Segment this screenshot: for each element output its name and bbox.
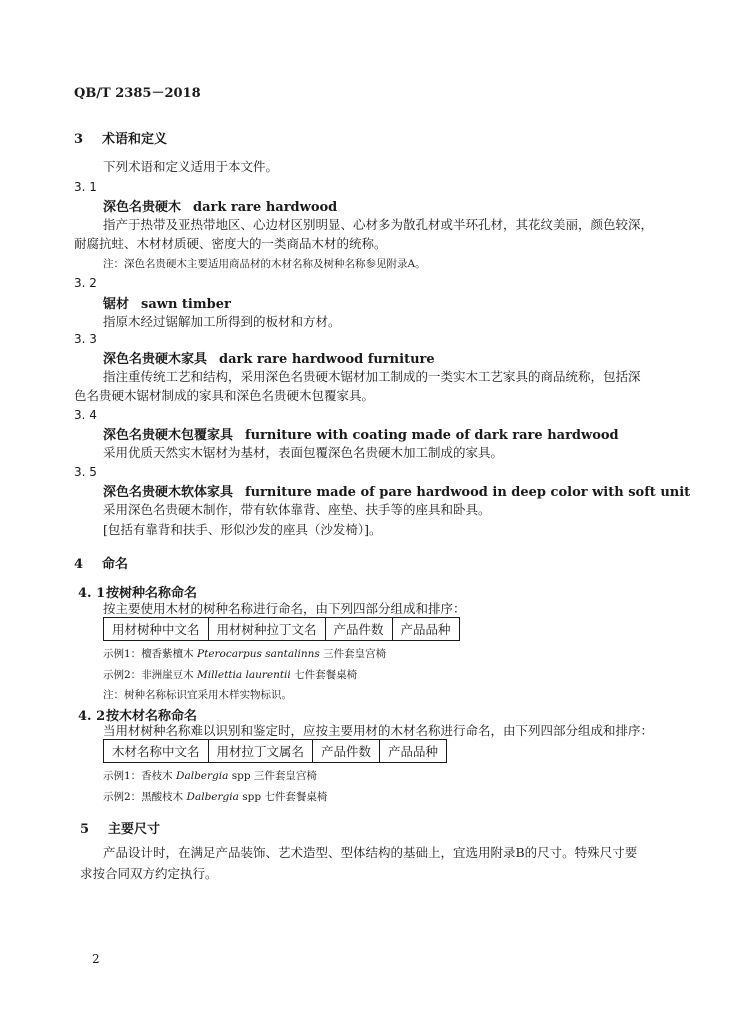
clause-title: 按木材名称命名: [106, 709, 198, 724]
term-heading: [103, 481, 690, 500]
naming-parts-table: [103, 739, 447, 763]
section-number: 4: [74, 557, 84, 572]
example-tail: 三件套皇宫椅: [253, 770, 317, 782]
section-number: 3: [74, 132, 84, 147]
term-heading: [103, 293, 231, 312]
clause-intro: 当用材树种名称难以识别和鉴定时，应按主要用材的木材名称进行命名，由下列四部分组成和排序：: [103, 723, 654, 738]
term-heading: [103, 196, 337, 215]
example-label: 示例2：: [103, 791, 142, 803]
section-title: 命名: [102, 557, 129, 572]
section-title: 主要尺寸: [108, 822, 161, 837]
section-5-heading: [80, 818, 160, 837]
standard-number: QB/T 2385－2018: [74, 86, 201, 101]
example-line: [103, 646, 386, 661]
term-en: furniture made of pare hardwood in deep color with soft unit: [245, 485, 691, 500]
definition-line: 采用优质天然实木锯材为基材，表面包覆深色名贵硬木加工制成的家具。: [103, 445, 504, 460]
example-label: 示例1：: [103, 648, 142, 660]
clause-number: 3. 2: [74, 276, 97, 290]
example-latin: Pterocarpus santalinns: [197, 648, 320, 660]
clause-number: 3. 3: [74, 332, 97, 346]
table-row: [104, 740, 447, 763]
example-cn: 香枝木: [141, 770, 173, 782]
example-cn: 檀香紫檀木: [141, 648, 194, 660]
example-label: 示例1：: [103, 770, 142, 782]
term-en: dark rare hardwood: [193, 200, 338, 215]
definition-line: [包括有靠背和扶手、形似沙发的座具（沙发椅）]。: [103, 522, 382, 537]
example-latin: Dalbergia: [176, 770, 229, 782]
example-cn: 黑酸枝木: [141, 791, 184, 803]
table-cell: 用材拉丁文属名: [208, 740, 313, 763]
term-cn: 深色名贵硬木包覆家具: [103, 428, 234, 443]
table-cell: 产品件数: [313, 740, 380, 763]
example-line: [103, 667, 357, 682]
example-latin: Millettia laurentii: [197, 669, 291, 681]
table-row: [104, 618, 460, 641]
table-cell: 用材树种中文名: [104, 618, 209, 641]
clause-number: 3. 4: [74, 408, 97, 422]
term-cn: 深色名贵硬木: [103, 200, 182, 215]
section-4-heading: [74, 553, 128, 572]
note: 注：深色名贵硬木主要适用商品材的木材名称及树种名称参见附录A。: [103, 258, 426, 270]
clause-number: 3. 5: [74, 465, 97, 479]
definition-line: 指原木经过锯解加工所得到的板材和方材。: [103, 314, 341, 329]
table-cell: 产品品种: [380, 740, 447, 763]
table-cell: 产品品种: [392, 618, 459, 641]
paragraph-line: 产品设计时，在满足产品装饰、艺术造型、型体结构的基础上，宜选用附录B的尺寸。特殊尺寸要: [103, 845, 638, 860]
example-spp: spp: [242, 791, 262, 803]
term-heading: [103, 348, 435, 367]
note: 注：树种名称标识宜采用木样实物标识。: [103, 689, 292, 701]
example-line: [103, 789, 327, 804]
section-title: 术语和定义: [102, 132, 168, 147]
example-label: 示例2：: [103, 669, 142, 681]
example-tail: 七件套餐桌椅: [264, 791, 328, 803]
term-en: sawn timber: [141, 297, 231, 312]
definition-line: 色名贵硬木锯材制成的家具和深色名贵硬木包覆家具。: [74, 388, 375, 403]
clause-intro: 按主要使用木材的树种名称进行命名，由下列四部分组成和排序：: [103, 601, 466, 616]
page-number: 2: [92, 952, 100, 966]
example-tail: 三件套皇宫椅: [323, 648, 387, 660]
definition-line: 指产于热带及亚热带地区、心边材区别明显、心材多为散孔材或半环孔材，其花纹美丽，颜色较深，: [103, 217, 654, 232]
section-3-heading: [74, 128, 167, 147]
clause-number: 4. 2: [78, 709, 106, 724]
clause-title: 按树种名称命名: [106, 586, 198, 601]
term-cn: 锯材: [103, 297, 130, 312]
example-spp: spp: [231, 770, 251, 782]
definition-line: 指注重传统工艺和结构，采用深色名贵硬木锯材加工制成的一类实木工艺家具的商品统称，包括深: [103, 369, 641, 384]
example-line: [103, 768, 317, 783]
section-number: 5: [80, 822, 90, 837]
table-cell: 产品件数: [325, 618, 392, 641]
table-cell: 木材名称中文名: [104, 740, 209, 763]
term-en: dark rare hardwood furniture: [219, 352, 435, 367]
term-cn: 深色名贵硬木家具: [103, 352, 208, 367]
term-heading: [103, 424, 619, 443]
term-en: furniture with coating made of dark rare hardwood: [245, 428, 619, 443]
definition-line: 采用深色名贵硬木制作，带有软体靠背、座垫、扶手等的座具和卧具。: [103, 502, 491, 517]
naming-parts-table: [103, 617, 460, 641]
example-cn: 非洲崖豆木: [141, 669, 194, 681]
section-3-intro: 下列术语和定义适用于本文件。: [103, 159, 279, 174]
term-cn: 深色名贵硬木软体家具: [103, 485, 234, 500]
paragraph-line: 求按合同双方约定执行。: [80, 866, 218, 881]
example-tail: 七件套餐桌椅: [294, 669, 358, 681]
clause-number: 4. 1: [78, 586, 106, 601]
definition-line: 耐腐抗蛀、木材材质硬、密度大的一类商品木材的统称。: [74, 236, 387, 251]
example-latin: Dalbergia: [186, 791, 239, 803]
clause-number: 3. 1: [74, 180, 97, 194]
table-cell: 用材树种拉丁文名: [208, 618, 325, 641]
